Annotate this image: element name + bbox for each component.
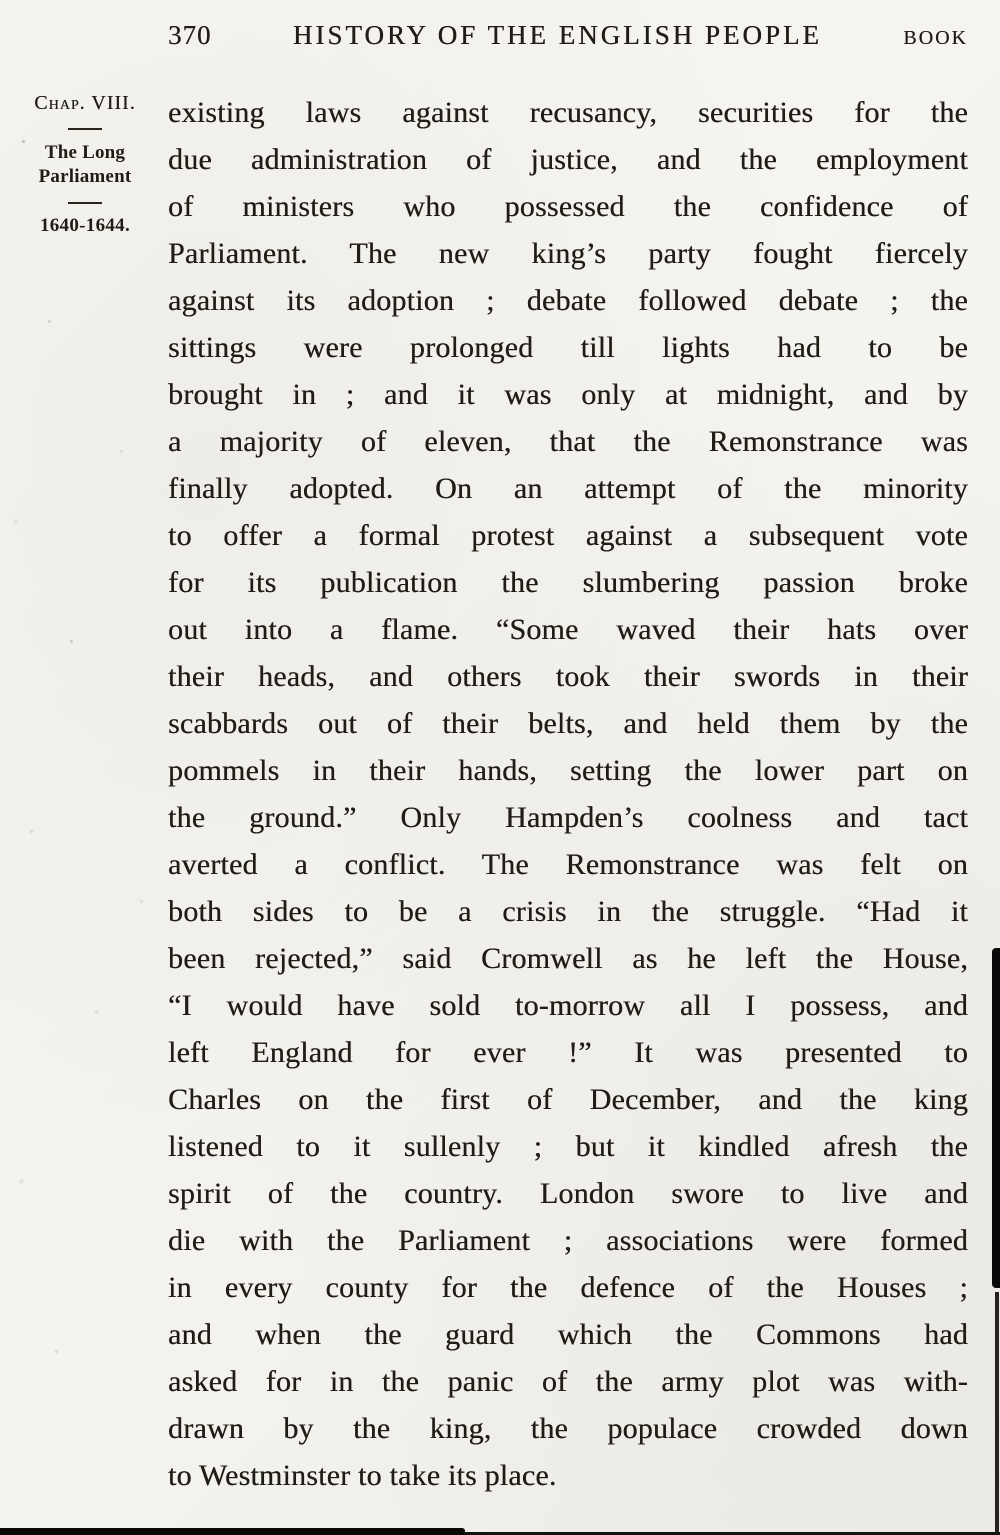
- text-line: asked for in the panic of the army plot was with-: [168, 1365, 968, 1398]
- text-line: die with the Parliament ; associations were formed: [168, 1224, 968, 1257]
- scan-artifact-right-thin: [995, 1292, 999, 1532]
- text-line: out into a flame. “Some waved their hats over: [168, 613, 968, 646]
- text-line: existing laws against recusancy, securities for the: [168, 96, 968, 129]
- text-line: Charles on the first of December, and the king: [168, 1083, 968, 1116]
- text-line: their heads, and others took their swords in their: [168, 660, 968, 693]
- sidenote-rule: [68, 202, 102, 204]
- body-paragraph: [168, 89, 968, 1499]
- text-line: due administration of justice, and the employment: [168, 143, 968, 176]
- text-line: scabbards out of their belts, and held them by the: [168, 707, 968, 740]
- text-line: both sides to be a crisis in the struggle. “Had it: [168, 895, 968, 928]
- text-line: a majority of eleven, that the Remonstrance was: [168, 425, 968, 458]
- text-line: against its adoption ; debate followed debate ; the: [168, 284, 968, 317]
- text-line: “I would have sold to-morrow all I possess, and: [168, 989, 968, 1022]
- text-line: pommels in their hands, setting the lower part on: [168, 754, 968, 787]
- running-header: [168, 20, 968, 51]
- text-line: spirit of the country. London swore to live and: [168, 1177, 968, 1210]
- text-line: Parliament. The new king’s party fought fiercely: [168, 237, 968, 270]
- book-label: BOOK: [903, 27, 968, 49]
- text-line: to Westminster to take its place.: [168, 1459, 557, 1492]
- text-line: averted a conflict. The Remonstrance was felt on: [168, 848, 968, 881]
- sidenote-rule: [68, 128, 102, 130]
- text-line: the ground.” Only Hampden’s coolness and tact: [168, 801, 968, 834]
- text-line: sittings were prolonged till lights had to be: [168, 331, 968, 364]
- chapter-sidenote: Chap. VIII.: [34, 92, 136, 114]
- text-line: brought in ; and it was only at midnight, and by: [168, 378, 968, 411]
- margin-sidenotes: [8, 92, 162, 237]
- scan-noise-speckles: [0, 0, 3, 3]
- sidenote-dates: 1640-1644.: [39, 215, 131, 236]
- sidenote-title-line2: Parliament: [38, 166, 132, 187]
- text-line: in every county for the defence of the Houses ;: [168, 1271, 968, 1304]
- page-number: 370: [168, 20, 212, 50]
- running-title: HISTORY OF THE ENGLISH PEOPLE: [292, 20, 822, 50]
- text-line: to offer a formal protest against a subsequent vote: [168, 519, 968, 552]
- text-line: left England for ever !” It was presented to: [168, 1036, 968, 1069]
- text-line: been rejected,” said Cromwell as he left the House,: [168, 942, 968, 975]
- text-line: of ministers who possessed the confidence of: [168, 190, 968, 223]
- scan-artifact-bottom-thick: [0, 1528, 465, 1535]
- sidenote-title-line1: The Long: [44, 142, 126, 163]
- text-line: listened to it sullenly ; but it kindled afresh the: [168, 1130, 968, 1163]
- scan-artifact-right-bar: [992, 948, 1000, 1288]
- text-line: drawn by the king, the populace crowded down: [168, 1412, 968, 1445]
- text-line: for its publication the slumbering passion broke: [168, 566, 968, 599]
- text-line: and when the guard which the Commons had: [168, 1318, 968, 1351]
- text-line: finally adopted. On an attempt of the minority: [168, 472, 968, 505]
